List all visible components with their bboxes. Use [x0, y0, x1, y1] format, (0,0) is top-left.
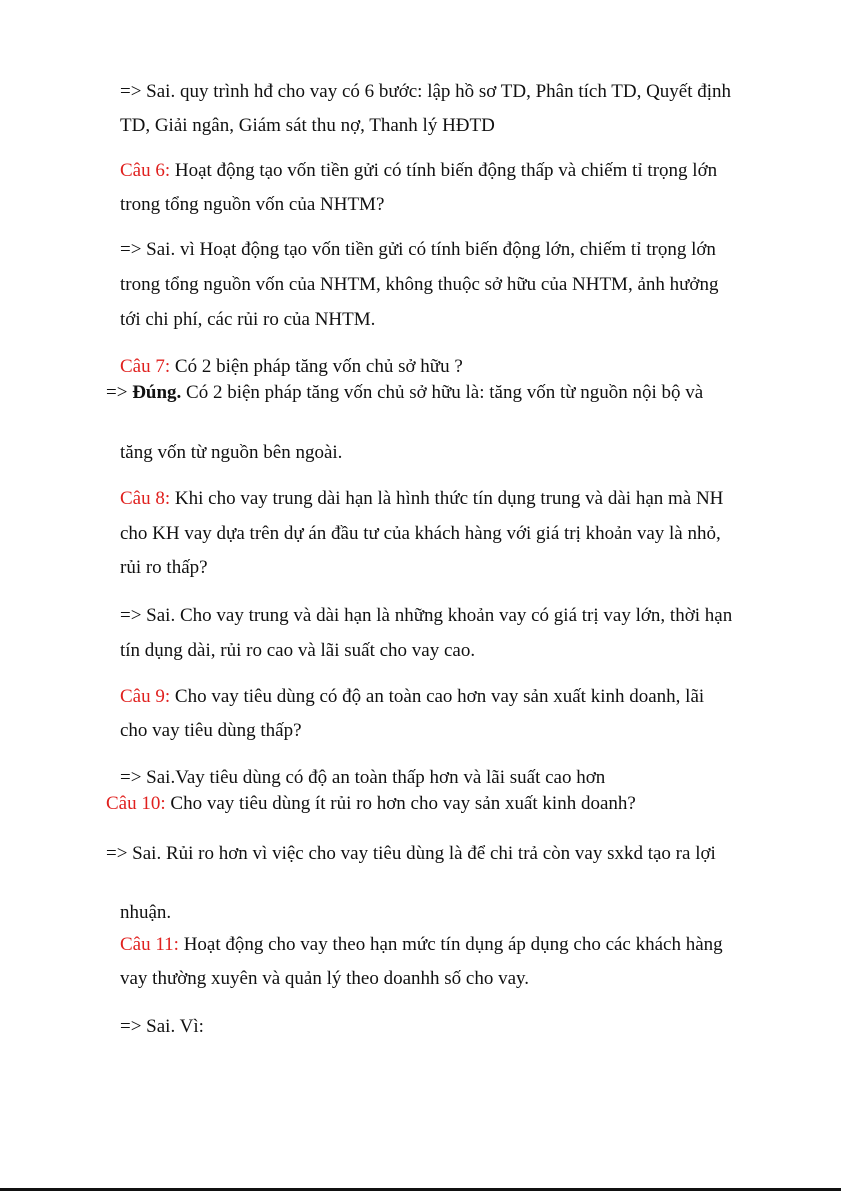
- line-text: tăng vốn từ nguồn bên ngoài.: [120, 442, 343, 463]
- answer-prefix: =>: [106, 382, 133, 403]
- line-text: vay thường xuyên và quản lý theo doanhh số cho vay.: [120, 968, 530, 989]
- question-line: [120, 556, 208, 580]
- answer-line: [120, 238, 716, 262]
- question-6: [120, 159, 717, 183]
- question-7: [120, 355, 463, 379]
- question-line: [120, 967, 529, 991]
- question-label: Câu 11:: [120, 934, 179, 955]
- answer-line: [120, 80, 731, 104]
- answer-line: [106, 381, 703, 405]
- answer-line: [120, 273, 718, 297]
- line-text: => Sai. Cho vay trung và dài hạn là những khoản vay có giá trị vay lớn, thời hạn: [120, 605, 733, 626]
- question-label: Câu 10:: [106, 793, 166, 814]
- question-line: [120, 193, 384, 217]
- question-label: Câu 7:: [120, 356, 171, 377]
- line-text: Khi cho vay trung dài hạn là hình thức tín dụng trung và dài hạn mà NH: [170, 488, 724, 509]
- line-text: => Sai.Vay tiêu dùng có độ an toàn thấp hơn và lãi suất cao hơn: [120, 767, 606, 788]
- answer-line: [120, 639, 475, 663]
- line-text: trong tổng nguồn vốn của NHTM?: [120, 194, 385, 215]
- line-text: tới chi phí, các rủi ro của NHTM.: [120, 309, 376, 330]
- line-text: nhuận.: [120, 902, 172, 923]
- line-text: TD, Giải ngân, Giám sát thu nợ, Thanh lý HĐTD: [120, 115, 495, 136]
- question-8: [120, 487, 723, 511]
- answer-line: [120, 901, 171, 925]
- line-text: Có 2 biện pháp tăng vốn chủ sở hữu ?: [170, 356, 463, 377]
- line-text: => Sai. vì Hoạt động tạo vốn tiền gửi có tính biến động lớn, chiếm tỉ trọng lớn: [120, 239, 716, 260]
- verdict-correct: Đúng.: [132, 382, 182, 403]
- answer-line: [120, 114, 495, 138]
- question-10: [106, 792, 636, 816]
- line-text: cho KH vay dựa trên dự án đầu tư của khách hàng với giá trị khoản vay là nhỏ,: [120, 523, 721, 544]
- line-text: Cho vay tiêu dùng ít rủi ro hơn cho vay sản xuất kinh doanh?: [165, 793, 636, 814]
- question-9: [120, 685, 704, 709]
- answer-line: [120, 308, 375, 332]
- question-line: [120, 522, 721, 546]
- question-label: Câu 9:: [120, 686, 171, 707]
- line-text: Hoạt động cho vay theo hạn mức tín dụng áp dụng cho các khách hàng: [178, 934, 723, 955]
- question-line: [120, 719, 302, 743]
- answer-line: [120, 766, 605, 790]
- answer-line: [120, 441, 342, 465]
- answer-line: [120, 1015, 204, 1039]
- line-text: => Sai. Rủi ro hơn vì việc cho vay tiêu dùng là để chi trả còn vay sxkd tạo ra lợi: [106, 843, 716, 864]
- line-text: Có 2 biện pháp tăng vốn chủ sở hữu là: tăng vốn từ nguồn nội bộ và: [181, 382, 704, 403]
- question-label: Câu 8:: [120, 488, 171, 509]
- line-text: => Sai. Vì:: [120, 1016, 204, 1037]
- line-text: rủi ro thấp?: [120, 557, 208, 578]
- question-11: [120, 933, 723, 957]
- line-text: => Sai. quy trình hđ cho vay có 6 bước: lập hồ sơ TD, Phân tích TD, Quyết định: [120, 81, 732, 102]
- line-text: Cho vay tiêu dùng có độ an toàn cao hơn vay sản xuất kinh doanh, lãi: [170, 686, 705, 707]
- line-text: tín dụng dài, rủi ro cao và lãi suất cho vay cao.: [120, 640, 476, 661]
- line-text: cho vay tiêu dùng thấp?: [120, 720, 302, 741]
- line-text: Hoạt động tạo vốn tiền gửi có tính biến động thấp và chiếm tỉ trọng lớn: [170, 160, 718, 181]
- answer-line: [106, 842, 716, 866]
- question-label: Câu 6:: [120, 160, 171, 181]
- answer-line: [120, 604, 732, 628]
- line-text: trong tổng nguồn vốn của NHTM, không thuộc sở hữu của NHTM, ảnh hưởng: [120, 274, 719, 295]
